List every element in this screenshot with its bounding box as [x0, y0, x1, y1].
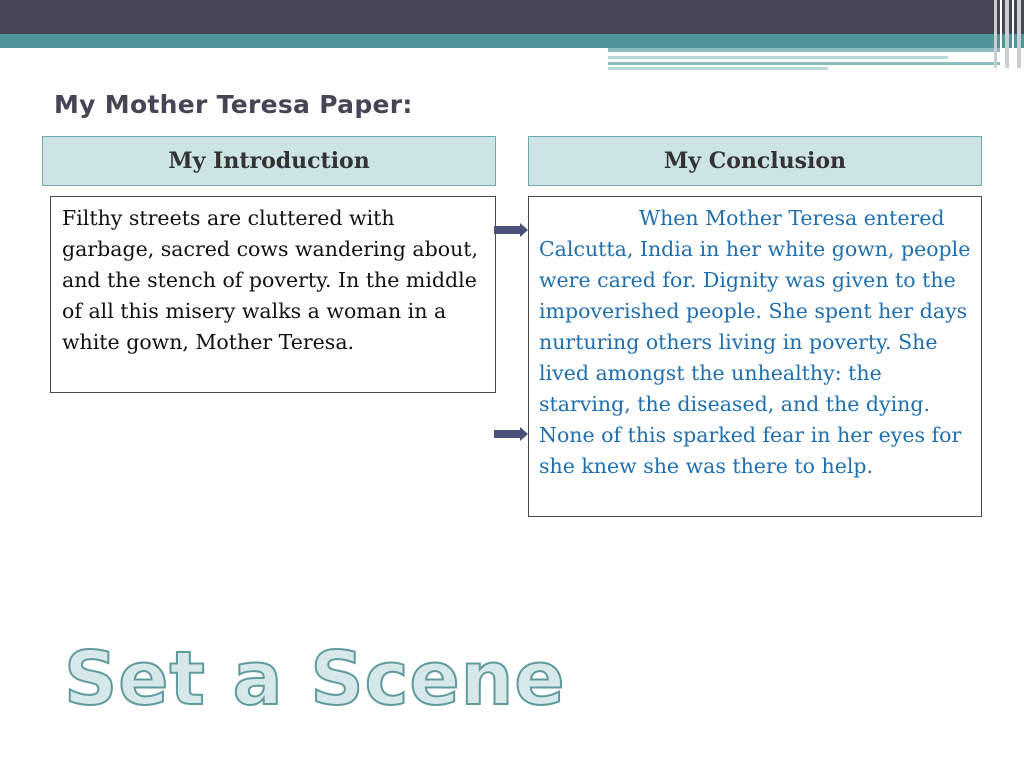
decorative-stripe	[608, 56, 948, 59]
introduction-text: Filthy streets are cluttered with garbage, sacred cows wandering about, and the stench of poverty. In the middle of all this misery walks a woman in a white gown, Mother Teresa.	[62, 206, 479, 354]
header-dark-band	[0, 0, 1024, 34]
conclusion-text: When Mother Teresa entered Calcutta, India in her white gown, people were cared for. Dignity was given to the impoverished people. She spent her days nurturing others living in poverty. She lived amongst the unhealthy: the starving, the diseased, and the dying. None of this sparked fear in her eyes for she knew she was there to help.	[539, 206, 971, 478]
arrow-right-icon	[494, 223, 528, 237]
conclusion-box	[528, 196, 982, 517]
decorative-vertical-bar	[1005, 0, 1009, 68]
decorative-vertical-bar	[994, 0, 997, 68]
decorative-stripe	[608, 67, 828, 70]
decorative-stripe	[608, 62, 1000, 65]
conclusion-heading: My Conclusion	[528, 136, 982, 186]
decorative-vertical-bar	[1012, 0, 1014, 68]
slide-big-title: Set a Scene	[64, 636, 566, 722]
decorative-stripe	[608, 48, 1000, 52]
decorative-vertical-bar	[1000, 0, 1002, 68]
introduction-heading: My Introduction	[42, 136, 496, 186]
decorative-vertical-bar	[1017, 0, 1021, 68]
page-title: My Mother Teresa Paper:	[54, 90, 413, 119]
arrow-right-icon	[494, 427, 528, 441]
header-teal-band	[0, 34, 1024, 48]
introduction-box	[50, 196, 496, 393]
